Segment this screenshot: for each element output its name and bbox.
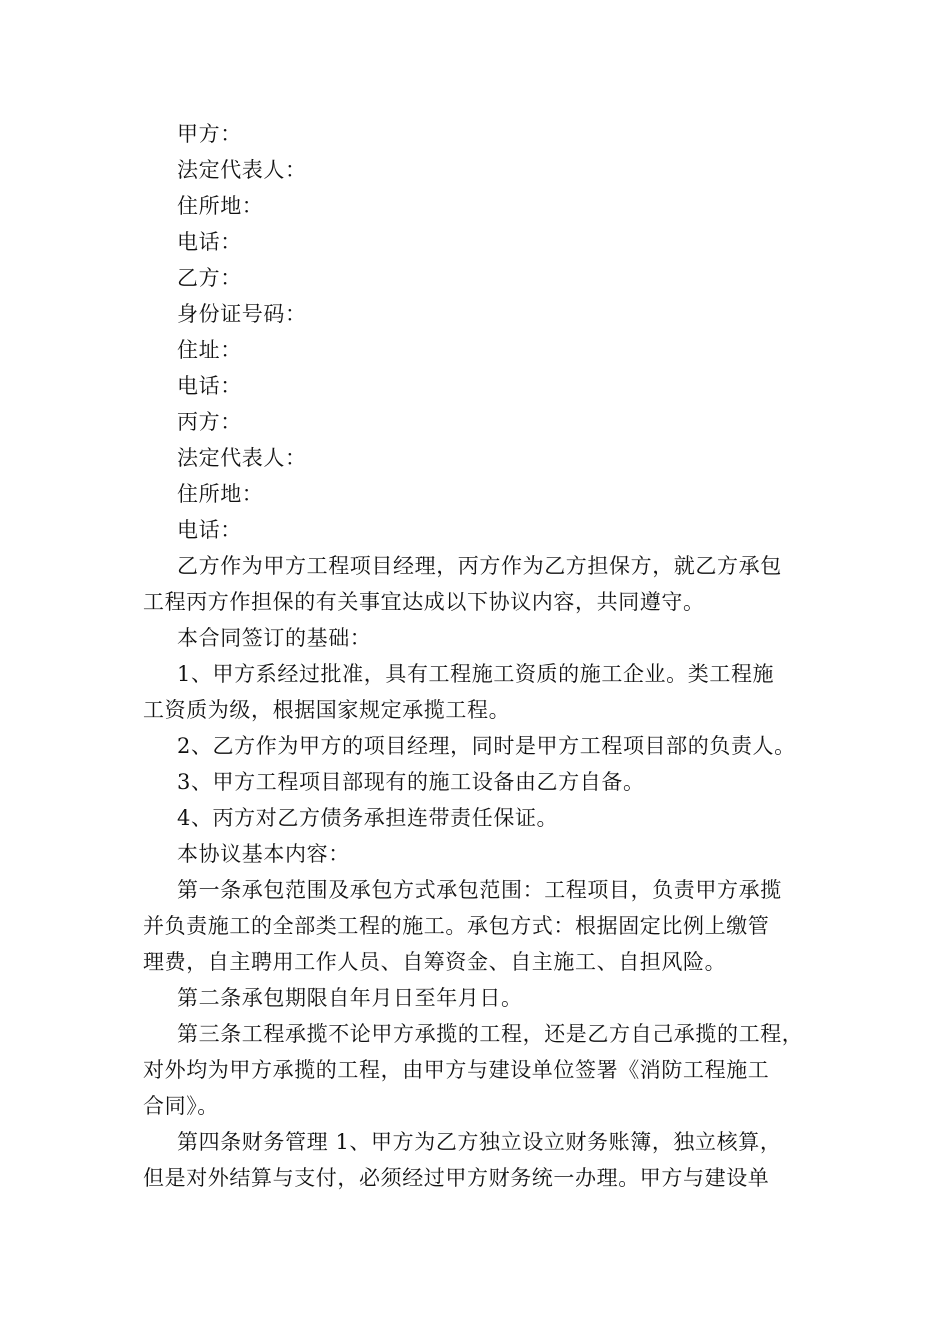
basis-item-1 <box>143 656 813 728</box>
article-4-line-1: 第四条财务管理 1、甲方为乙方独立设立财务账簿，独立核算， <box>177 1130 782 1154</box>
basis-item-1-line-2: 工资质为级，根据国家规定承揽工程。 <box>143 698 511 722</box>
article-3 <box>143 1016 813 1124</box>
article-1 <box>143 872 813 980</box>
party-b-phone-label: 电话： <box>177 374 242 398</box>
basis-item-4: 4、丙方对乙方债务承担连带责任保证。 <box>177 806 559 830</box>
party-b-label: 乙方： <box>177 266 242 290</box>
party-b-id-label: 身份证号码： <box>177 302 307 326</box>
party-a-address-label: 住所地： <box>177 194 264 218</box>
article-3-line-3: 合同》。 <box>143 1094 219 1118</box>
intro-line-2: 工程丙方作担保的有关事宜达成以下协议内容，共同遵守。 <box>143 590 705 614</box>
basis-item-3: 3、甲方工程项目部现有的施工设备由乙方自备。 <box>177 770 645 794</box>
article-1-line-2: 并负责施工的全部类工程的施工。承包方式：根据固定比例上缴管 <box>143 914 770 938</box>
article-4-line-2: 但是对外结算与支付，必须经过甲方财务统一办理。甲方与建设单 <box>143 1166 770 1190</box>
intro-line-1: 乙方作为甲方工程项目经理，丙方作为乙方担保方，就乙方承包 <box>177 554 782 578</box>
party-c-label: 丙方： <box>177 410 242 434</box>
article-3-line-1: 第三条工程承揽不论甲方承揽的工程，还是乙方自己承揽的工程， <box>177 1022 804 1046</box>
party-c-rep-label: 法定代表人： <box>177 446 307 470</box>
party-a-phone-label: 电话： <box>177 230 242 254</box>
content-heading: 本协议基本内容： <box>177 842 350 866</box>
basis-item-2: 2、乙方作为甲方的项目经理，同时是甲方工程项目部的负责人。 <box>177 734 796 758</box>
party-a-label: 甲方： <box>177 122 242 146</box>
article-1-line-3: 理费，自主聘用工作人员、自筹资金、自主施工、自担风险。 <box>143 950 727 974</box>
party-b-address-label: 住址： <box>177 338 242 362</box>
article-1-line-1: 第一条承包范围及承包方式承包范围：工程项目，负责甲方承揽 <box>177 878 782 902</box>
article-3-line-2: 对外均为甲方承揽的工程，由甲方与建设单位签署《消防工程施工 <box>143 1058 770 1082</box>
basis-heading: 本合同签订的基础： <box>177 626 372 650</box>
party-c-phone-label: 电话： <box>177 518 242 542</box>
basis-item-1-line-1: 1、甲方系经过批准，具有工程施工资质的施工企业。类工程施 <box>177 662 775 686</box>
intro-paragraph <box>143 548 813 620</box>
article-4 <box>143 1124 813 1196</box>
article-2: 第二条承包期限自年月日至年月日。 <box>177 986 523 1010</box>
party-a-rep-label: 法定代表人： <box>177 158 307 182</box>
contract-body <box>143 116 813 1196</box>
party-c-address-label: 住所地： <box>177 482 264 506</box>
